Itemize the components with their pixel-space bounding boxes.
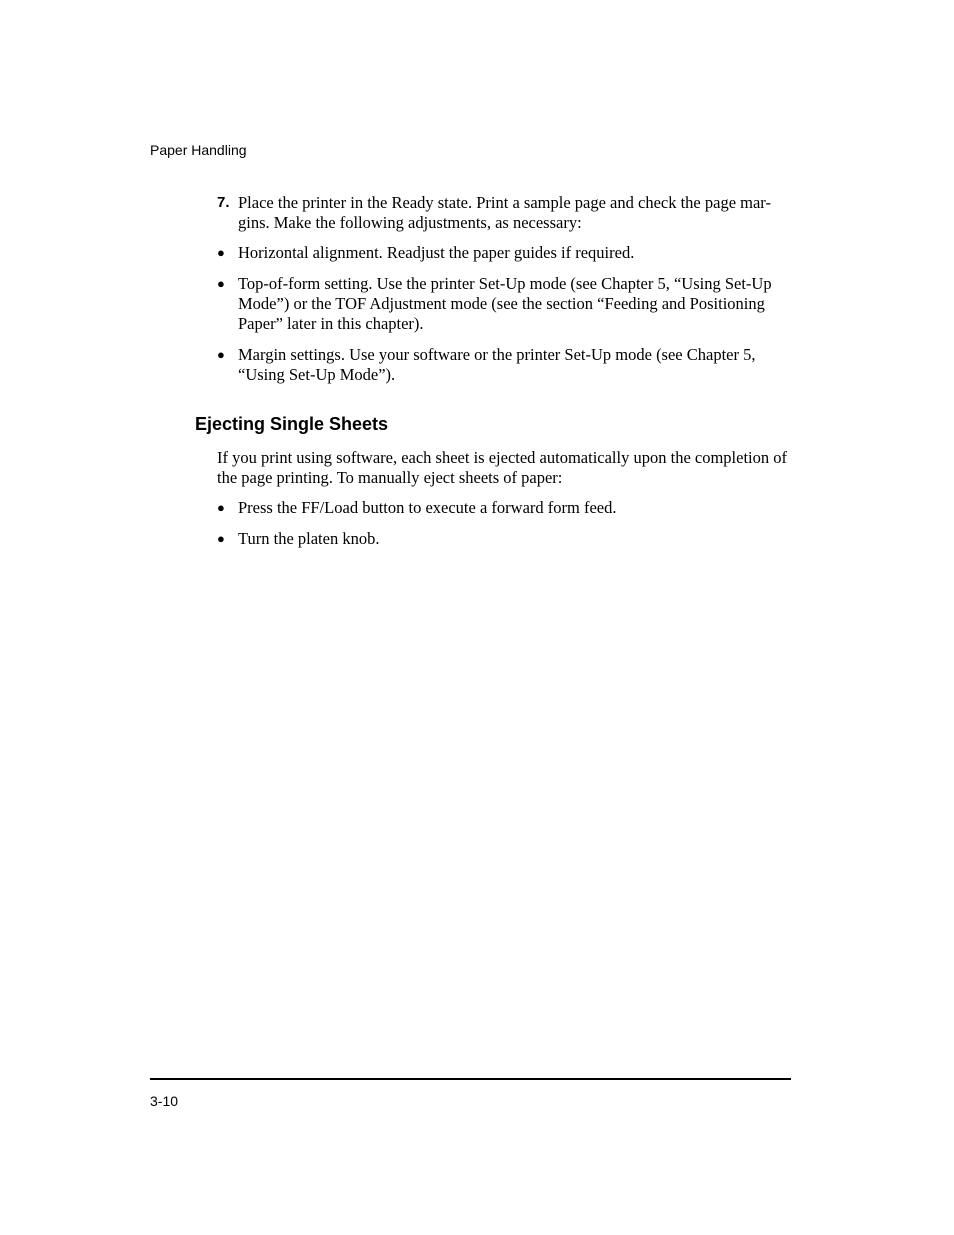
section-heading: Ejecting Single Sheets [195,414,389,434]
footer-rule [150,1078,791,1080]
list-item [217,345,791,385]
step-text: Place the printer in the Ready state. Print a sample page and check the page mar-gins. Make the following adjustments, as necessary: [238,193,771,232]
page-number: 3-10 [150,1093,179,1109]
bullet-icon: ● [217,276,225,291]
list-item [217,529,791,549]
list-item-text: Margin settings. Use your software or the printer Set-Up mode (see Chapter 5, “Using Set-Up Mode”). [238,345,756,384]
list-item-text: Horizontal alignment. Readjust the paper guides if required. [238,243,635,262]
bullet-icon: ● [217,347,225,362]
bullet-icon: ● [217,500,225,515]
list-item [217,243,791,263]
list-item [217,274,791,334]
list-item-text: Press the FF/Load button to execute a forward form feed. [238,498,617,517]
step-number: 7. [217,194,230,211]
step-7-block [217,193,791,396]
list-item [217,498,791,518]
bullet-icon: ● [217,245,225,260]
step-7 [217,193,791,233]
section-body [217,448,791,560]
bullet-icon: ● [217,531,225,546]
list-item-text: Top-of-form setting. Use the printer Set-Up mode (see Chapter 5, “Using Set-Up Mode”) or the TOF Adjustment mode (see the section “Feeding and Positioning Paper” later in this chapter). [238,274,772,333]
section-intro: If you print using software, each sheet is ejected automatically upon the completion of the page printing. To manually eject sheets of paper: [217,448,787,487]
running-header: Paper Handling [150,142,247,158]
list-item-text: Turn the platen knob. [238,529,380,548]
